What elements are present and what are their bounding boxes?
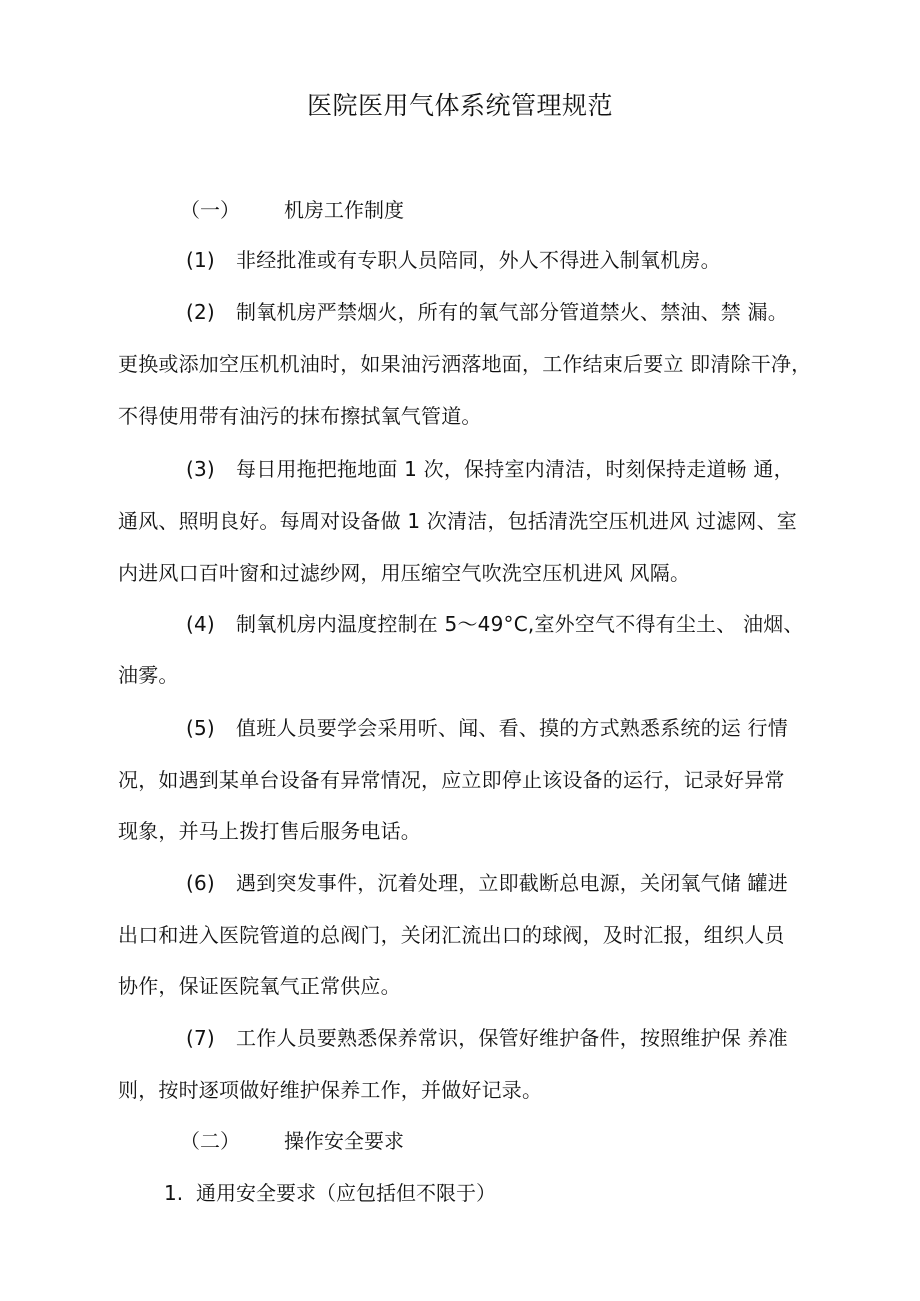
item-text-continued: 不得使用带有油污的抹布擦拭氧气管道。: [118, 404, 482, 428]
list-item: [186, 298, 788, 326]
list-item: [186, 455, 794, 483]
section-number: （一）: [180, 198, 240, 222]
item-text: 制氧机房内温度控制在 5～49°C,室外空气不得有尘土、 油烟、: [236, 612, 804, 636]
item-text-continued: 通风、照明良好。每周对设备做 1 次清洁，包括清洗空压机进风 过滤网、室: [118, 509, 797, 533]
item-text-continued: 现象，并马上拨打售后服务电话。: [118, 819, 421, 843]
item-text-continued: 况，如遇到某单台设备有异常情况，应立即停止该设备的运行，记录好异常: [118, 768, 785, 792]
section-heading-1: [180, 196, 404, 224]
list-item: [186, 1024, 788, 1052]
item-text: 遇到突发事件，沉着处理，立即截断总电源，关闭氧气储 罐进: [236, 871, 788, 895]
item-text-continued: 协作，保证医院氧气正常供应。: [118, 974, 401, 998]
list-item: [186, 869, 788, 897]
item-text: 制氧机房严禁烟火，所有的氧气部分管道禁火、禁油、禁 漏。: [236, 300, 788, 324]
item-number: (7): [186, 1026, 215, 1050]
item-number: (6): [186, 871, 215, 895]
item-text: 非经批准或有专职人员陪同，外人不得进入制氧机房。: [236, 248, 721, 272]
list-item: [186, 610, 804, 638]
list-item: [186, 246, 721, 274]
item-text-continued: 油雾。: [118, 663, 179, 687]
section-heading-2: [180, 1127, 404, 1155]
item-number: (4): [186, 612, 215, 636]
item-number: (3): [186, 457, 215, 481]
item-text-continued: 出口和进入医院管道的总阀门，关闭汇流出口的球阀，及时汇报，组织人员: [118, 923, 785, 947]
section-title: 机房工作制度: [284, 198, 404, 222]
item-text: 值班人员要学会采用听、闻、看、摸的方式熟悉系统的运 行情: [236, 716, 788, 740]
item-text-continued: 则，按时逐项做好维护保养工作，并做好记录。: [118, 1078, 543, 1102]
item-number: (5): [186, 716, 215, 740]
section-title: 操作安全要求: [284, 1129, 404, 1153]
item-number: (1): [186, 248, 215, 272]
item-text-continued: 更换或添加空压机机油时，如果油污洒落地面，工作结束后要立 即清除干净，: [118, 352, 812, 376]
document-title: 医院医用气体系统管理规范: [306, 91, 613, 120]
subsection-title: 通用安全要求（应包括但不限于）: [196, 1181, 496, 1205]
section-number: （二）: [180, 1129, 240, 1153]
item-text: 工作人员要熟悉保养常识，保管好维护备件，按照维护保 养准: [236, 1026, 788, 1050]
list-item: [186, 714, 788, 742]
subsection-number: 1.: [164, 1181, 184, 1205]
subsection-heading-1: [164, 1179, 496, 1207]
item-number: (2): [186, 300, 215, 324]
item-text: 每日用拖把拖地面 1 次，保持室内清洁，时刻保持走道畅 通，: [236, 457, 794, 481]
item-text-continued: 内进风口百叶窗和过滤纱网，用压缩空气吹洗空压机进风 风隔。: [118, 561, 691, 585]
